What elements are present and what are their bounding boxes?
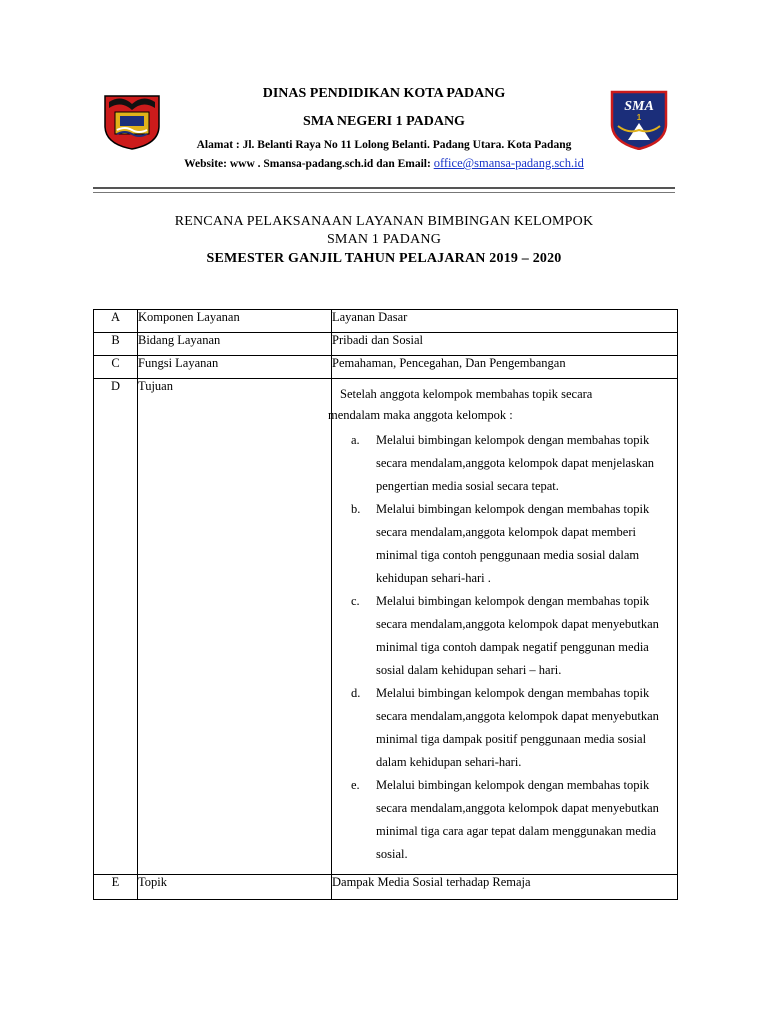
goal-text: Melalui bimbingan kelompok dengan membahas topik secara mendalam,anggota kelompok dapat memberi minimal tiga contoh penggunaan media sosial dalam kehidupan sehari-hari .	[376, 502, 650, 585]
list-marker: d.	[351, 686, 361, 700]
school-address: Alamat : Jl. Belanti Raya No 11 Lolong Belanti. Padang Utara. Kota Padang	[196, 139, 572, 151]
goals-list	[332, 429, 677, 866]
list-item	[351, 498, 677, 590]
row-component: Topik	[138, 875, 332, 900]
email-link[interactable]: office@smansa-padang.sch.id	[433, 156, 584, 170]
row-code: A	[94, 310, 138, 333]
table-row	[94, 379, 678, 875]
table-row	[94, 333, 678, 356]
service-plan-table	[93, 309, 678, 900]
table-row	[94, 310, 678, 333]
row-code: B	[94, 333, 138, 356]
goal-text: Melalui bimbingan kelompok dengan membahas topik secara mendalam,anggota kelompok dapat menyebutkan minimal tiga cara agar tepat dalam menggunakan media sosial.	[376, 778, 659, 861]
document-subtitle-school: SMAN 1 PADANG	[326, 232, 442, 247]
letterhead-divider-thin	[93, 192, 675, 193]
goals-intro-continued: mendalam maka anggota kelompok :	[328, 408, 513, 422]
svg-text:1: 1	[636, 113, 642, 122]
contact-line	[0, 156, 768, 171]
table-row	[94, 875, 678, 900]
row-code: E	[94, 875, 138, 900]
row-component: Komponen Layanan	[138, 310, 332, 333]
list-marker: e.	[351, 778, 360, 792]
goal-text: Melalui bimbingan kelompok dengan membahas topik secara mendalam,anggota kelompok dapat menjelaskan pengertian media sosial secara tepat.	[376, 433, 655, 493]
agency-name: DINAS PENDIDIKAN KOTA PADANG	[262, 86, 506, 101]
goals-intro: Setelah anggota kelompok membahas topik secara	[340, 387, 593, 401]
list-item	[351, 682, 677, 774]
list-marker: b.	[351, 502, 361, 516]
list-marker: a.	[351, 433, 360, 447]
document-subtitle-semester: SEMESTER GANJIL TAHUN PELAJARAN 2019 – 2020	[206, 251, 562, 266]
school-name: SMA NEGERI 1 PADANG	[303, 114, 465, 129]
letterhead-divider-thick	[93, 187, 675, 189]
row-value: Layanan Dasar	[332, 310, 678, 333]
table-row	[94, 356, 678, 379]
row-value: Pemahaman, Pencegahan, Dan Pengembangan	[332, 356, 678, 379]
list-item	[351, 429, 677, 498]
list-item	[351, 774, 677, 866]
website-text: Website: www . Smansa-padang.sch.id dan Email:	[184, 158, 431, 170]
list-item	[351, 590, 677, 682]
row-code: C	[94, 356, 138, 379]
row-value: Dampak Media Sosial terhadap Remaja	[332, 875, 678, 900]
document-title: RENCANA PELAKSANAAN LAYANAN BIMBINGAN KELOMPOK	[174, 214, 594, 229]
row-component: Bidang Layanan	[138, 333, 332, 356]
list-marker: c.	[351, 594, 360, 608]
svg-text:SMA: SMA	[624, 99, 654, 114]
row-value: Pribadi dan Sosial	[332, 333, 678, 356]
goal-text: Melalui bimbingan kelompok dengan membahas topik secara mendalam,anggota kelompok dapat menyebutkan minimal tiga dampak positif penggunaan media sosial dalam kehidupan sehari-hari.	[376, 686, 659, 769]
row-component: Fungsi Layanan	[138, 356, 332, 379]
row-component: Tujuan	[138, 379, 332, 875]
row-code: D	[94, 379, 138, 875]
goals-cell	[328, 379, 678, 875]
goal-text: Melalui bimbingan kelompok dengan membahas topik secara mendalam,anggota kelompok dapat menyebutkan minimal tiga contoh dampak negatif penggunan media sosial dalam kehidupan sehari – hari.	[376, 594, 659, 677]
